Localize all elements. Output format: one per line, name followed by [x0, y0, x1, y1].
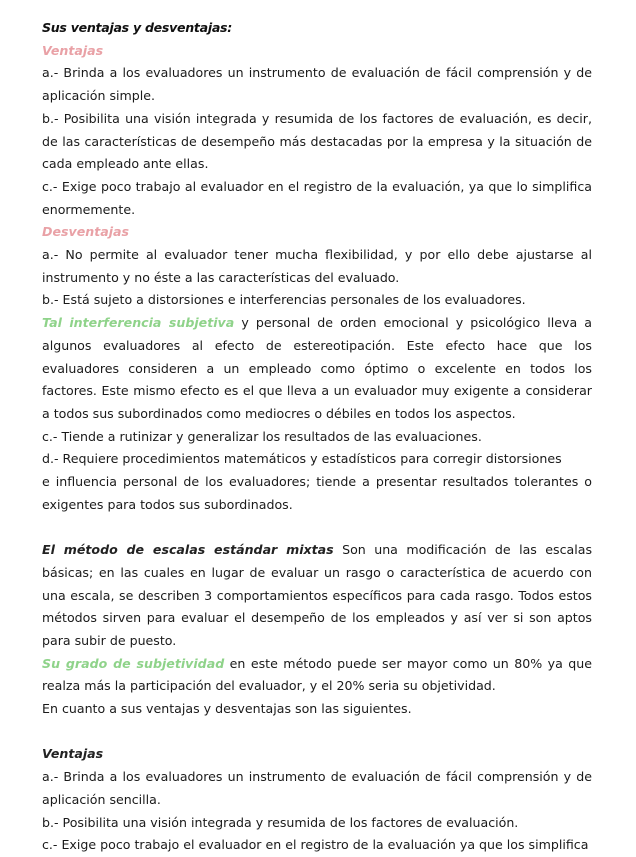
desventaja-item-d: d.- Requiere procedimientos matemáticos y estadísticos para corregir distorsiones [42, 451, 562, 467]
ventaja2-item-c: c.- Exige poco trabajo el evaluador en el registro de la evaluación ya que los simplifica [42, 837, 589, 853]
ventajas-label: Ventajas [42, 42, 104, 58]
interference-text: y personal de orden emocional y psicológico lleva a algunos evaluadores al efecto de estereotipación. Este efecto hace que los evaluadores consideren a un empleado como óptimo o excelente en todos los factores. Este mismo efecto es el que lleva a un evaluador muy exigente a considerar a todos sus subordinados como mediocres o débiles en todos los aspectos. [42, 315, 592, 421]
desventaja-item-d-continued: e influencia personal de los evaluadores; tiende a presentar resultados tolerantes o exigentes para todos sus subordinados. [42, 474, 592, 512]
document-page [42, 0, 592, 857]
desventaja-item-b: b.- Está sujeto a distorsiones e interferencias personales de los evaluadores. [42, 292, 526, 308]
ventaja2-item-b: b.- Posibilita una visión integrada y resumida de los factores de evaluación. [42, 814, 519, 830]
ventaja2-item-a: a.- Brinda a los evaluadores un instrumento de evaluación de fácil comprensión y de aplicación sencilla. [42, 769, 592, 807]
ventajas-label-2: Ventajas [42, 746, 104, 762]
interference-emphasis: Tal interferencia subjetiva [42, 315, 235, 331]
ventaja-item-b: b.- Posibilita una visión integrada y resumida de los factores de evaluación, es decir, de las características de desempeño más destacadas por la empresa y la situación de cada empleado ante ellas. [42, 110, 592, 172]
ventaja-item-c: c.- Exige poco trabajo al evaluador en el registro de la evaluación, ya que lo simplifica enormemente. [42, 178, 592, 217]
method-text: Son una modificación de las escalas básicas; en las cuales en lugar de evaluar un rasgo o característica de acuerdo con una escala, se describen 3 comportamientos específicos para cada rasgo. Todos estos métodos sirven para evaluar el desempeño de los empleados y así ver si son aptos para subir de puesto. [42, 542, 592, 648]
desventaja-item-a: a.- No permite al evaluador tener mucha flexibilidad, y por ello debe ajustarse al instrumento y no éste a las características del evaluado. [42, 247, 592, 285]
ventaja-item-a: a.- Brinda a los evaluadores un instrumento de evaluación de fácil comprensión y de aplicación simple. [42, 65, 592, 104]
summary-line: En cuanto a sus ventajas y desventajas son las siguientes. [42, 701, 412, 717]
method-paragraph [42, 539, 592, 653]
desventajas-label: Desventajas [42, 224, 130, 240]
interference-paragraph [42, 312, 592, 426]
grado-emphasis: Su grado de subjetividad [42, 655, 225, 671]
method-emphasis: El método de escalas estándar mixtas [42, 542, 334, 558]
grado-paragraph [42, 653, 592, 698]
grado-text: en este método puede ser mayor como un 80% ya que realza más la participación del evaluador, y el 20% seria su objetividad. [42, 655, 592, 694]
section-spacer [42, 721, 592, 744]
section-heading: Sus ventajas y desventajas: [42, 20, 232, 35]
desventaja-item-c: c.- Tiende a rutinizar y generalizar los resultados de las evaluaciones. [42, 428, 482, 444]
section-spacer [42, 516, 592, 539]
